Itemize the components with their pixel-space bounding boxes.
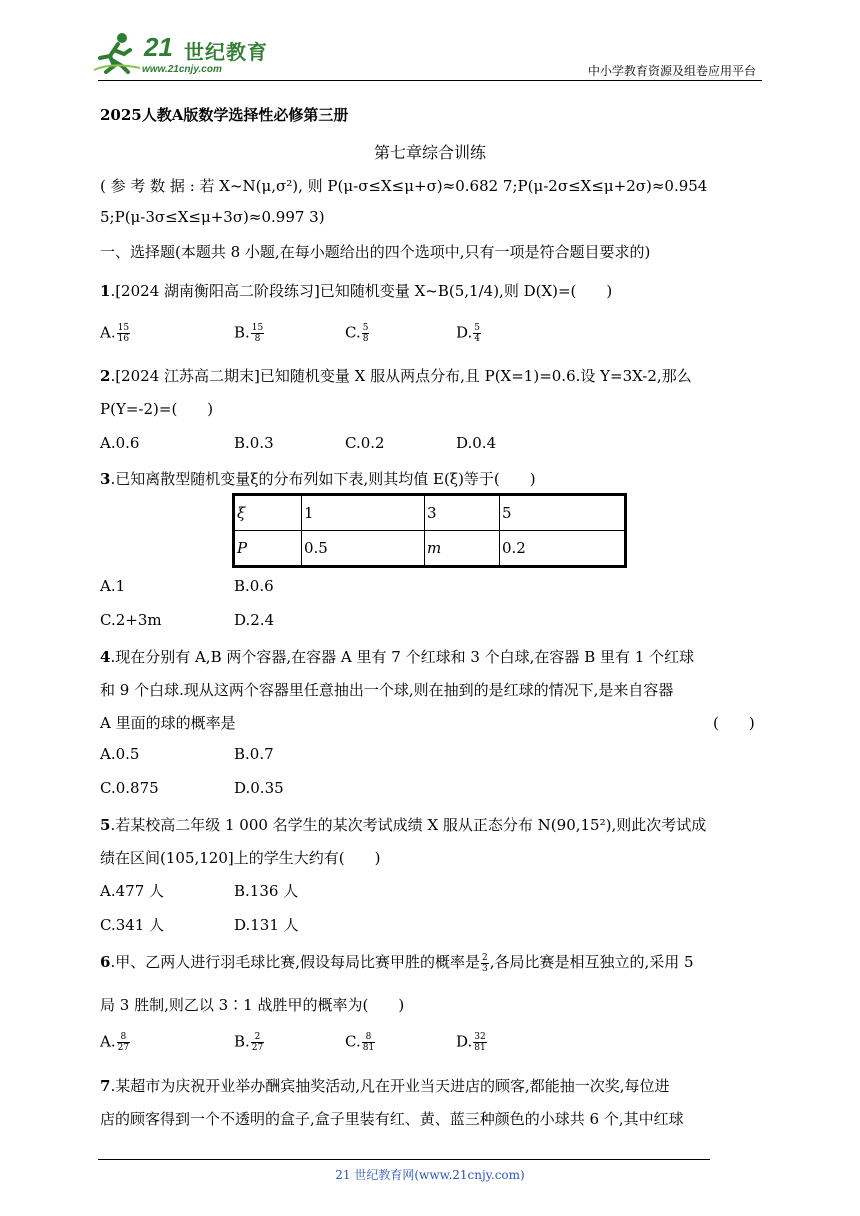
q3-option-d: D.2.4 <box>234 611 275 629</box>
question-7: 7.某超市为庆祝开业举办酬宾抽奖活动,凡在开业当天进店的顾客,都能抽一次奖,每位进 <box>100 1077 670 1095</box>
question-7-line2: 店的顾客得到一个不透明的盒子,盒子里装有红、黄、蓝三种颜色的小球共 6 个,其中红球 <box>100 1110 684 1128</box>
question-2-line2: P(Y=-2)=( ) <box>100 400 214 418</box>
answer-paren: ( ) <box>713 714 755 732</box>
q1-option-c: C. $\frac{5}{8}$ <box>345 323 369 344</box>
question-number: 1 <box>100 282 111 300</box>
table-cell: m <box>425 531 500 567</box>
site-logo <box>92 32 272 78</box>
table-cell: 1 <box>302 495 425 531</box>
q6-option-a: A. $\frac{8}{27}$ <box>100 1032 130 1053</box>
table-cell: 0.5 <box>302 531 425 567</box>
reference-data-line2: 5;P(μ-3σ≤X≤μ+3σ)≈0.997 3) <box>100 208 325 226</box>
q5-option-c: C.341 人 <box>100 916 165 934</box>
logo-number: 21 <box>144 32 173 62</box>
logo-text: 世纪教育 <box>184 40 268 64</box>
q4-option-d: D.0.35 <box>234 779 284 797</box>
footer-link[interactable]: 21 世纪教育网(www.21cnjy.com) <box>335 1168 525 1182</box>
q5-option-b: B.136 人 <box>234 882 299 900</box>
table-cell: 3 <box>425 495 500 531</box>
q3-option-c: C.2+3m <box>100 611 162 629</box>
question-4-line3: A 里面的球的概率是 <box>100 714 236 732</box>
q2-option-c: C.0.2 <box>345 434 385 452</box>
table-row <box>234 495 626 531</box>
q1-option-a: A. $\frac{15}{16}$ <box>100 323 130 344</box>
q1-option-d: D. $\frac{5}{4}$ <box>456 323 480 344</box>
question-4: 4.现在分别有 A,B 两个容器,在容器 A 里有 7 个红球和 3 个白球,在容器 B 里有 1 个红球 <box>100 648 695 666</box>
question-1 <box>100 280 612 301</box>
logo-url: www.21cnjy.com <box>142 64 222 75</box>
table-row <box>234 531 626 567</box>
q6-option-d: D. $\frac{32}{81}$ <box>456 1032 486 1053</box>
chapter-title: 第七章综合训练 <box>373 143 486 162</box>
question-4-line2: 和 9 个白球.现从这两个容器里任意抽出一个球,则在抽到的是红球的情况下,是来自容器 <box>100 681 674 699</box>
q3-option-a: A.1 <box>100 577 126 595</box>
footer-divider <box>98 1159 710 1160</box>
q4-option-c: C.0.875 <box>100 779 159 797</box>
table-cell: ξ <box>234 495 302 531</box>
fraction: $\frac{2}{3}$ <box>481 952 488 974</box>
distribution-table <box>232 493 627 568</box>
q3-option-b: B.0.6 <box>234 577 274 595</box>
question-3: 3.已知离散型随机变量ξ的分布列如下表,则其均值 E(ξ)等于( ) <box>100 470 536 488</box>
q4-option-a: A.0.5 <box>100 745 140 763</box>
table-cell: P <box>234 531 302 567</box>
table-cell: 0.2 <box>500 531 626 567</box>
reference-data-line1: ( 参 考 数 据 : 若 X~N(μ,σ²), 则 P(μ-σ≤X≤μ+σ)≈0.682 7;P(μ-2σ≤X≤μ+2σ)≈0.954 <box>100 177 708 195</box>
question-2: 2.[2024 江苏高二期末]已知随机变量 X 服从两点分布,且 P(X=1)=0.6.设 Y=3X-2,那么 <box>100 367 692 385</box>
section-heading: 一、选择题(本题共 8 小题,在每小题给出的四个选项中,只有一项是符合题目要求的) <box>100 243 651 261</box>
q6-option-b: B. $\frac{2}{27}$ <box>234 1032 264 1053</box>
question-5: 5.若某校高二年级 1 000 名学生的某次考试成绩 X 服从正态分布 N(90,15²),则此次考试成 <box>100 816 707 834</box>
table-cell: 5 <box>500 495 626 531</box>
q6-option-c: C. $\frac{8}{81}$ <box>345 1032 375 1053</box>
q1-option-b: B. $\frac{15}{8}$ <box>234 323 264 344</box>
q2-option-d: D.0.4 <box>456 434 497 452</box>
runner-icon <box>92 32 142 74</box>
q2-option-a: A.0.6 <box>100 434 140 452</box>
question-6: 6.甲、乙两人进行羽毛球比赛,假设每局比赛甲胜的概率是 $\frac{2}{3}$ ,各局比赛是相互独立的,采用 5 <box>100 952 694 974</box>
q4-option-b: B.0.7 <box>234 745 274 763</box>
q5-option-a: A.477 人 <box>100 882 164 900</box>
header-platform-text: 中小学教育资源及组卷应用平台 <box>587 64 756 78</box>
question-5-line2: 绩在区间(105,120]上的学生大约有( ) <box>100 849 381 867</box>
question-text: .[2024 湖南衡阳高二阶段练习]已知随机变量 X~B(5,1/4),则 D(X)=( ) <box>110 282 613 300</box>
book-title: 2025人教A版数学选择性必修第三册 <box>100 106 349 124</box>
q5-option-d: D.131 人 <box>234 916 299 934</box>
header-divider <box>98 80 762 81</box>
question-6-line2: 局 3 胜制,则乙以 3∶1 战胜甲的概率为( ) <box>100 996 405 1014</box>
q2-option-b: B.0.3 <box>234 434 274 452</box>
